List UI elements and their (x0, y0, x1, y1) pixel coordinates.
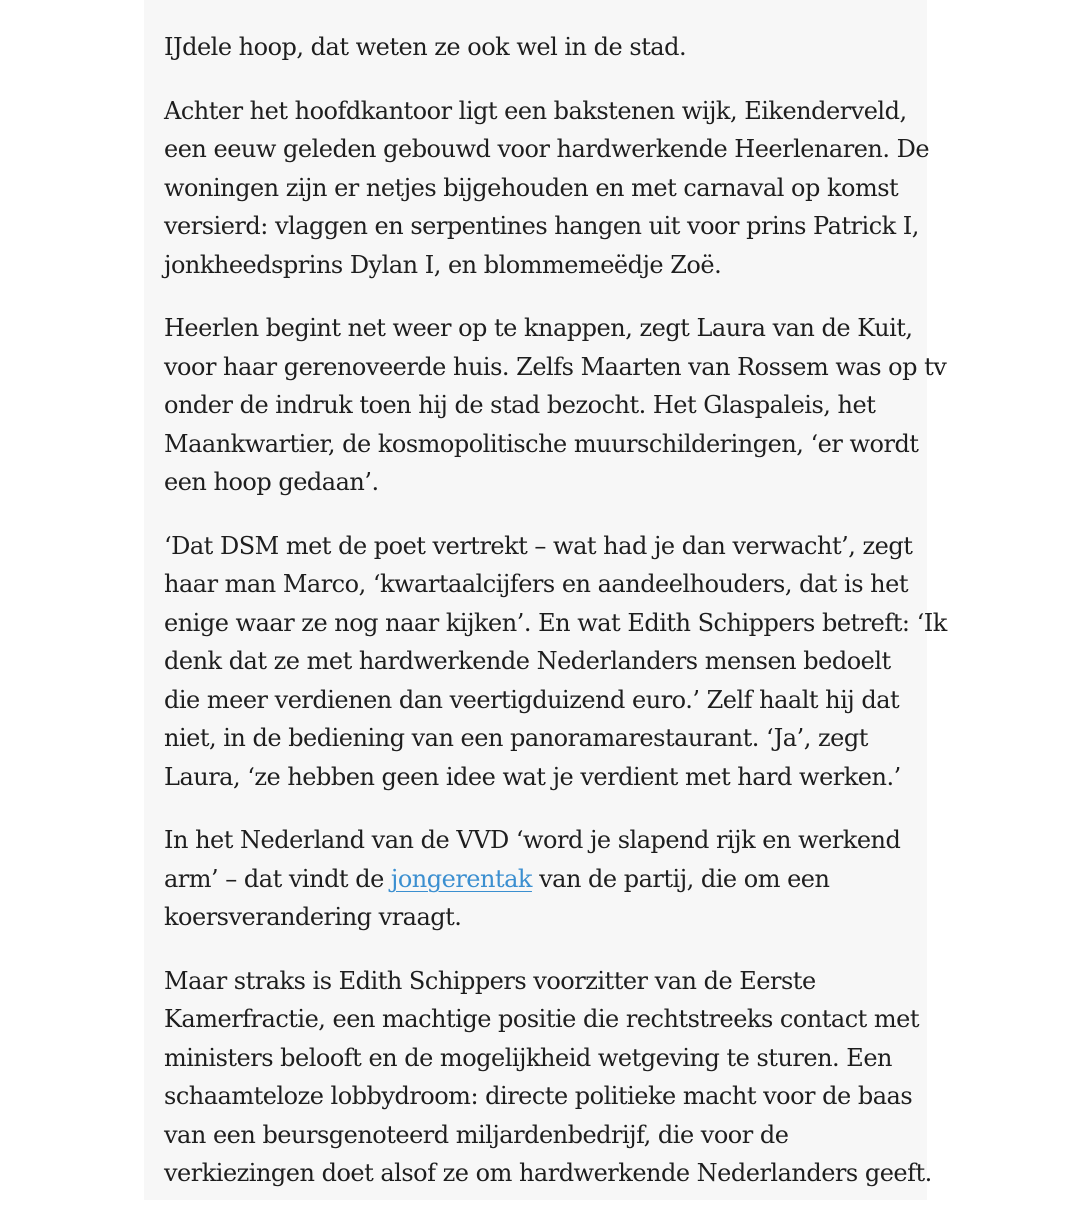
text-line: onder de indruk toen hij de stad bezocht. Het Glaspaleis, het (164, 391, 876, 419)
text-segment: arm’ – dat vindt de (164, 864, 391, 893)
text-line: ‘Dat DSM met de poet vertrekt – wat had je dan verwacht’, zegt (164, 531, 913, 560)
jongerentak-link[interactable]: jongerentak (390, 864, 532, 893)
text-line: een hoop gedaan’. (164, 468, 379, 496)
text-line: niet, in de bediening van een panoramarestaurant. ‘Ja’, zegt (164, 724, 868, 752)
text-line: versierd: vlaggen en serpentines hangen uit voor prins Patrick I, (164, 212, 919, 240)
article-column (144, 0, 947, 1200)
text-line: jonkheedsprins Dylan I, en blommemeëdje Zoë. (164, 250, 722, 279)
text-line: Achter het hoofdkantoor ligt een bakstenen wijk, Eikenderveld, (164, 96, 907, 125)
text-line: Heerlen begint net weer op te knappen, zegt Laura van de Kuit, (164, 314, 913, 342)
text-line: Maankwartier, de kosmopolitische muurschilderingen, ‘er wordt (164, 429, 919, 458)
paragraph-2 (164, 92, 930, 285)
text-line: een eeuw geleden gebouwd voor hardwerkende Heerlenaren. De (164, 135, 930, 163)
text-line: die meer verdienen dan veertigduizend euro.’ Zelf haalt hij dat (164, 685, 900, 714)
text-line: denk dat ze met hardwerkende Nederlanders mensen bedoelt (164, 647, 891, 675)
text-line: voor haar gerenoveerde huis. Zelfs Maarten van Rossem was op tv (164, 352, 947, 381)
text-line-with-link (164, 860, 916, 899)
text-line: enige waar ze nog naar kijken’. En wat Edith Schippers betreft: ‘Ik (164, 608, 947, 637)
paragraph-6 (164, 962, 932, 1193)
text-line: verkiezingen doet alsof ze om hardwerkende Nederlanders geeft. (164, 1159, 932, 1187)
text-line: Laura, ‘ze hebben geen idee wat je verdient met hard werken.’ (164, 762, 901, 791)
article-body (164, 28, 947, 1218)
paragraph-3 (164, 309, 947, 502)
text-line: woningen zijn er netjes bijgehouden en met carnaval op komst (164, 173, 899, 202)
text-line: ministers belooft en de mogelijkheid wetgeving te sturen. Een (164, 1043, 892, 1072)
text-line: haar man Marco, ‘kwartaalcijfers en aandeelhouders, dat is het (164, 570, 908, 598)
text-line: van een beursgenoteerd miljardenbedrijf, die voor de (164, 1120, 789, 1149)
text-line: koersverandering vraagt. (164, 903, 462, 931)
text-line: Kamerfractie, een machtige positie die rechtstreeks contact met (164, 1005, 920, 1033)
text-line: In het Nederland van de VVD ‘word je slapend rijk en werkend (164, 826, 901, 854)
text-segment: van de partij, die om een (531, 864, 830, 893)
paragraph-4 (164, 527, 947, 797)
paragraph-1 (164, 28, 916, 67)
text-line: IJdele hoop, dat weten ze ook wel in de stad. (164, 33, 687, 61)
text-line: Maar straks is Edith Schippers voorzitter van de Eerste (164, 966, 816, 995)
paragraph-5 (164, 821, 916, 937)
text-line: schaamteloze lobbydroom: directe politieke macht voor de baas (164, 1082, 913, 1110)
